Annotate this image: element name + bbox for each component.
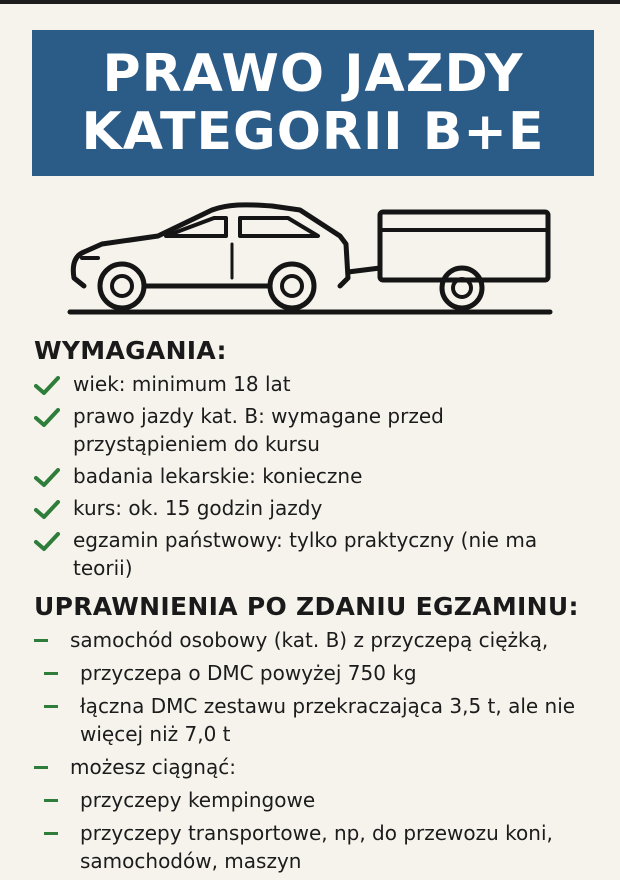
check-icon — [34, 532, 60, 552]
requirements-heading: WYMAGANIA: — [34, 336, 227, 365]
tow-bar — [348, 268, 380, 272]
requirement-item — [34, 370, 594, 398]
privilege-text: przyczepy transportowe, np, do przewozu koni, samochodów, maszyn — [80, 821, 553, 873]
privilege-item — [44, 659, 594, 687]
car-front-hub — [112, 276, 132, 296]
privilege-text: samochód osobowy (kat. B) z przyczepą ciężką, — [70, 628, 549, 652]
requirement-item — [34, 402, 594, 458]
requirements-list — [34, 370, 594, 586]
privilege-item — [44, 692, 594, 748]
title-line-2: KATEGORII B+E — [81, 102, 545, 162]
car-front-wheel — [100, 264, 144, 308]
check-icon — [34, 468, 60, 488]
privilege-text: przyczepy kempingowe — [80, 788, 316, 812]
requirement-item — [34, 494, 594, 522]
requirement-text: kurs: ok. 15 godzin jazdy — [73, 496, 323, 520]
requirement-item — [34, 462, 594, 490]
car-body-outline — [73, 205, 348, 286]
privileges-list — [34, 626, 594, 880]
requirement-text: prawo jazdy kat. B: wymagane przed przystąpieniem do kursu — [73, 404, 444, 456]
dash-icon — [44, 832, 58, 835]
car-rear-window — [240, 218, 318, 236]
car-rear-hub — [282, 276, 302, 296]
trailer-wheel — [442, 268, 482, 308]
privilege-text: możesz ciągnąć: — [70, 755, 236, 779]
privilege-item — [34, 626, 594, 654]
car-with-trailer-icon — [62, 196, 558, 320]
title-banner — [32, 30, 594, 176]
requirement-text: egzamin państwowy: tylko praktyczny (nie ma teorii) — [73, 528, 538, 580]
top-border — [0, 0, 620, 4]
dash-icon — [34, 639, 48, 642]
car-rear-wheel — [270, 264, 314, 308]
dash-icon — [44, 672, 58, 675]
dash-icon — [44, 705, 58, 708]
requirement-text: badania lekarskie: konieczne — [73, 464, 363, 488]
check-icon — [34, 376, 60, 396]
privileges-heading: UPRAWNIENIA PO ZDANIU EGZAMINU: — [34, 592, 579, 621]
dash-icon — [34, 766, 48, 769]
title-line-1: PRAWO JAZDY — [102, 44, 524, 104]
privilege-text: łączna DMC zestawu przekraczająca 3,5 t, ale nie więcej niż 7,0 t — [80, 694, 576, 746]
check-icon — [34, 408, 60, 428]
privilege-item — [44, 786, 594, 814]
requirement-text: wiek: minimum 18 lat — [73, 372, 291, 396]
privilege-text: przyczepa o DMC powyżej 750 kg — [80, 661, 417, 685]
requirement-item — [34, 526, 594, 582]
dash-icon — [44, 799, 58, 802]
check-icon — [34, 500, 60, 520]
privilege-item — [34, 753, 594, 781]
